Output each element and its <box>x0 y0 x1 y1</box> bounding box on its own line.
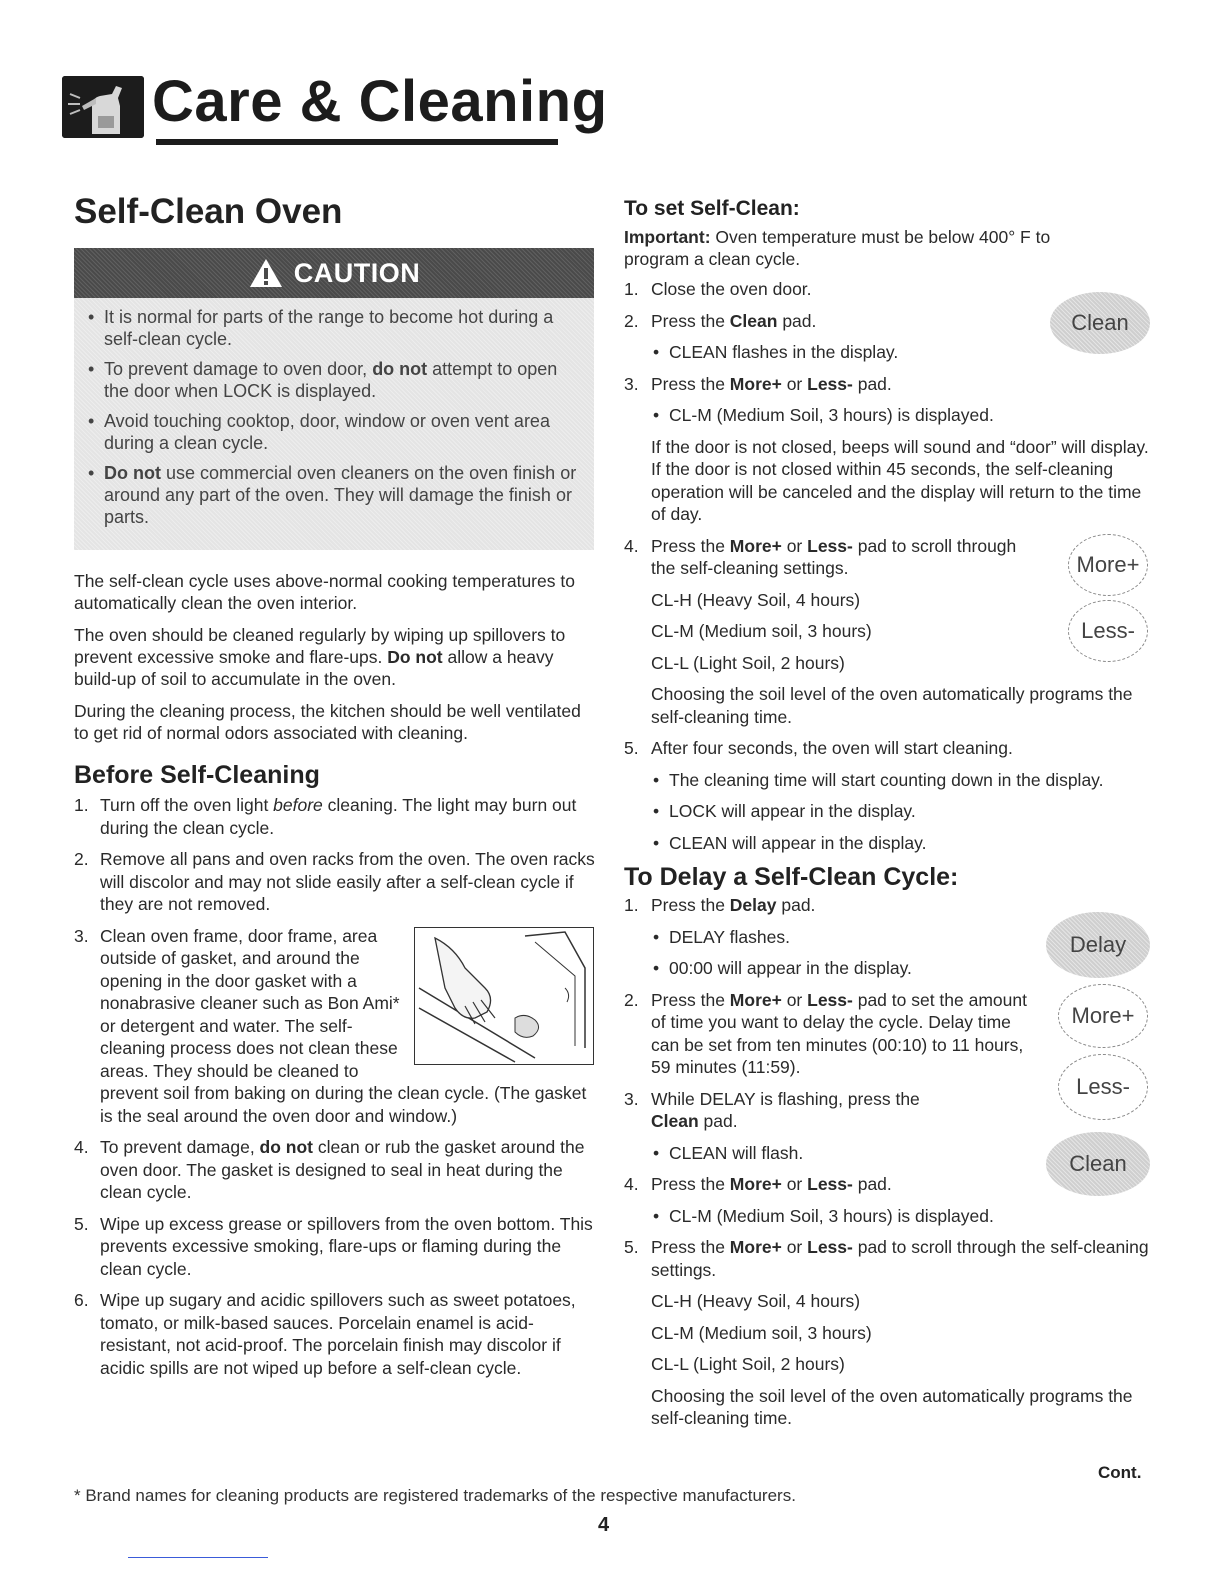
list-item: 5. Press the More+ or Less- pad to scroll through the self-cleaning settings. <box>624 1237 1149 1280</box>
list-item: • DELAY flashes. <box>624 926 1154 949</box>
list-item: • CLEAN flashes in the display. <box>624 341 1154 364</box>
soil-level: CL-M (Medium soil, 3 hours) <box>651 1322 872 1343</box>
soil-level-note: Choosing the soil level of the oven automatically programs the self-cleaning time. <box>651 684 1133 727</box>
caution-header <box>74 248 594 298</box>
footnote: * Brand names for cleaning products are registered trademarks of the respective manufacturers. <box>74 1486 796 1505</box>
list-item: • The cleaning time will start counting down in the display. <box>624 769 1154 792</box>
list-item: 3. Clean oven frame, door frame, area outside of gasket, and around the opening in the door gasket with a nonabrasive cleaner such as Bon Ami* or detergent and water. The self-cleaning process does not clean these areas. They should be cleaned to prevent soil from baking on during the clean cycle. (The gasket is the seal around the oven door and window.) <box>74 925 598 1128</box>
spray-bottle-icon <box>62 76 144 138</box>
caution-item: • Avoid touching cooktop, door, window or oven vent area during a clean cycle. <box>86 410 584 454</box>
list-item: 1. Press the Delay pad. <box>624 895 816 915</box>
caution-item: • It is normal for parts of the range to become hot during a self-clean cycle. <box>86 306 584 350</box>
list-item: • LOCK will appear in the display. <box>624 800 1154 823</box>
set-self-clean-title: To set Self-Clean: <box>624 197 800 220</box>
list-item: 3. Press the More+ or Less- pad. <box>624 373 892 394</box>
list-item: • CLEAN will flash. <box>624 1142 1154 1165</box>
important-note: Important: Oven temperature must be below 400° F to program a clean cycle. <box>624 227 1051 269</box>
divider <box>128 1557 268 1558</box>
more-pad-graphic: More+ <box>1068 534 1148 596</box>
caution-item: • To prevent damage to oven door, do not attempt to open the door when LOCK is displayed. <box>86 358 584 402</box>
caution-item: • Do not use commercial oven cleaners on the oven finish or around any part of the oven. They will damage the finish or parts. <box>86 462 584 528</box>
list-item: 4. Press the More+ or Less- pad to scroll through the self-cleaning settings. <box>624 535 1017 578</box>
intro-paragraph: During the cleaning process, the kitchen should be well ventilated to get rid of normal odors associated with cleaning. <box>74 701 581 743</box>
list-item: 3. While DELAY is flashing, press the Clean pad. <box>624 1088 920 1131</box>
before-cleaning-title: Before Self-Cleaning <box>74 761 320 789</box>
list-item: 1. Close the oven door. <box>624 279 812 299</box>
list-item: 5. After four seconds, the oven will start cleaning. <box>624 738 1013 758</box>
page-number: 4 <box>598 1514 610 1536</box>
list-item: 6. Wipe up sugary and acidic spillovers such as sweet potatoes, tomato, or milk-based sauces. Porcelain enamel is acid-resistant, not acid-proof. The porcelain finish may discolor if acidic spills are not wiped up before a self-clean cycle. <box>74 1290 576 1378</box>
soil-level: CL-H (Heavy Soil, 4 hours) <box>651 1291 861 1311</box>
soil-level: CL-L (Light Soil, 2 hours) <box>651 1354 845 1374</box>
intro-paragraph: The oven should be cleaned regularly by wiping up spillovers to prevent excessive smoke and flare-ups. Do not allow a heavy build-up of soil to accumulate in the oven. <box>74 625 566 689</box>
list-item: 5. Wipe up excess grease or spillovers from the oven bottom. This prevents excessive smoking, flare-ups or flaming during the clean cycle. <box>74 1213 593 1279</box>
intro-paragraph: The self-clean cycle uses above-normal cooking temperatures to automatically clean the oven interior. <box>74 571 575 613</box>
left-column <box>74 190 598 1388</box>
list-item: 2. Press the More+ or Less- pad to set the amount of time you want to delay the cycle. Delay time can be set from ten minutes (00:10) to 11 hours, 59 minutes (11:59). <box>624 989 1027 1077</box>
before-cleaning-steps <box>74 794 598 1379</box>
section-title: Self-Clean Oven <box>74 192 343 231</box>
continued-label: Cont. <box>1098 1463 1142 1482</box>
list-item: • 00:00 will appear in the display. <box>624 957 1154 980</box>
page-title: Care & Cleaning <box>152 69 608 134</box>
right-column <box>624 196 1154 1430</box>
door-note: If the door is not closed, beeps will sound and “door” will display. If the door is not closed within 45 seconds, the self-cleaning operation will be canceled and the display will return to the time of day. <box>651 436 1149 524</box>
caution-list <box>74 298 594 528</box>
list-item: 4. Press the More+ or Less- pad. <box>624 1174 892 1194</box>
caution-label: CAUTION <box>293 257 421 288</box>
oven-cleaning-illustration <box>414 927 594 1065</box>
title-underline <box>156 139 558 145</box>
less-pad-graphic: Less- <box>1058 1054 1148 1120</box>
soil-level: CL-H (Heavy Soil, 4 hours) <box>651 589 861 610</box>
clean-pad-graphic: Clean <box>1046 1132 1150 1196</box>
delay-pad-graphic: Delay <box>1046 912 1150 978</box>
page-header <box>62 69 608 152</box>
soil-level-note: Choosing the soil level of the oven automatically programs the self-cleaning time. <box>651 1385 1133 1428</box>
list-item: • CL-M (Medium Soil, 3 hours) is displayed. <box>624 1205 1154 1228</box>
soil-level: CL-L (Light Soil, 2 hours) <box>651 652 845 673</box>
list-item: 2. Remove all pans and oven racks from the oven. The oven racks will discolor and may not slide easily after a self-clean cycle if they are not removed. <box>74 849 595 914</box>
list-item: • CLEAN will appear in the display. <box>624 832 1154 855</box>
soil-level: CL-M (Medium soil, 3 hours) <box>651 621 872 641</box>
caution-box <box>74 248 594 550</box>
warning-triangle-icon <box>248 257 284 289</box>
delay-cycle-title: To Delay a Self-Clean Cycle: <box>624 863 959 891</box>
list-item: 2. Press the Clean pad. <box>624 310 817 331</box>
list-item: 4. To prevent damage, do not clean or rub the gasket around the oven door. The gasket is designed to seal in heat during the clean cycle. <box>74 1137 585 1202</box>
more-pad-graphic: More+ <box>1058 984 1148 1048</box>
less-pad-graphic: Less- <box>1068 600 1148 662</box>
list-item: 1. Turn off the oven light before cleaning. The light may burn out during the clean cycle. <box>74 795 577 838</box>
clean-pad-graphic: Clean <box>1050 292 1150 354</box>
list-item: • CL-M (Medium Soil, 3 hours) is displayed. <box>624 404 1154 427</box>
